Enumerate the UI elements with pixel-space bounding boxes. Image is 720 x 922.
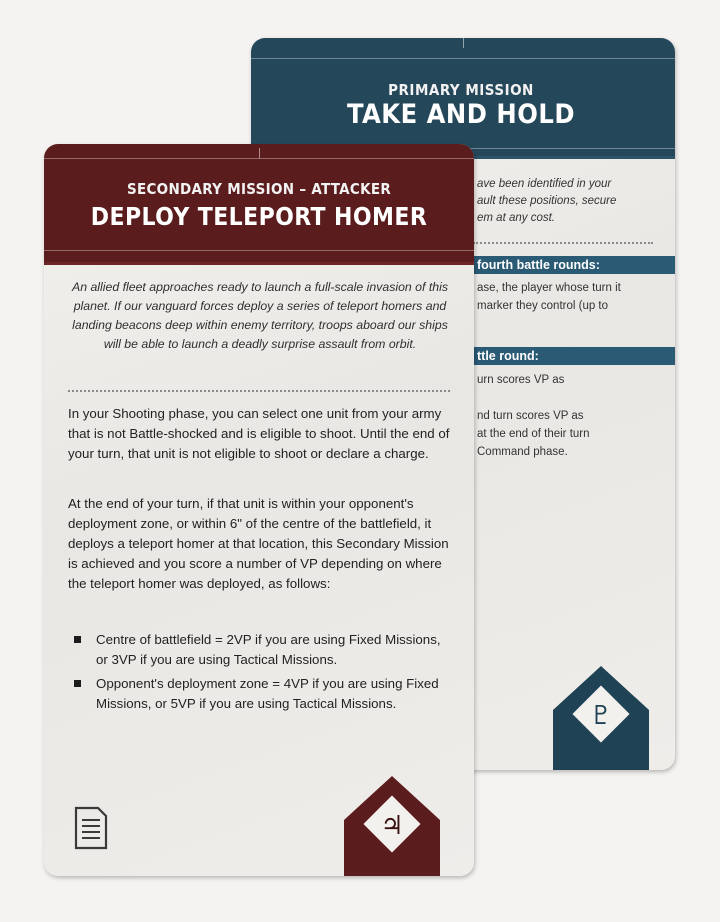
rules-paragraph: At the end of your turn, if that unit is within your opponent's deployment zone, or within 6" of the centre of the battlefield, it deploys a teleport homer at that location, this Secondary Mission is achieved and you score a number of VP depending on where the teleport homer was deployed, as follows:	[68, 496, 449, 591]
list-item	[74, 630, 444, 670]
primary-text-line: ase, the player whose turn it	[477, 282, 621, 294]
document-icon	[72, 806, 108, 850]
dotted-divider	[473, 242, 653, 244]
primary-text-line: marker they control (up to	[477, 300, 609, 312]
header-divider	[44, 158, 474, 159]
header-divider	[251, 58, 675, 59]
primary-mission-badge	[549, 662, 653, 770]
primary-section-bar: ttle round:	[473, 347, 675, 365]
primary-text-line: urn scores VP as	[477, 374, 565, 386]
primary-text-line: Command phase.	[477, 446, 568, 458]
list-item-text: Centre of battlefield = 2VP if you are using Fixed Missions, or 3VP if you are using Tactical Missions.	[96, 632, 441, 667]
rules-paragraph: In your Shooting phase, you can select one unit from your army that is not Battle-shocked and is eligible to shoot. Until the end of your turn, that unit is not eligible to shoot or declare a charge.	[68, 406, 450, 461]
primary-text-line: em at any cost.	[477, 212, 555, 224]
primary-section-bar: fourth battle rounds:	[473, 256, 675, 274]
secondary-card-header: SECONDARY MISSION – ATTACKER DEPLOY TELEPORT HOMER	[44, 144, 474, 265]
primary-text-line: ave been identified in your	[477, 178, 612, 190]
bullet-square-icon	[74, 680, 81, 687]
primary-text-line: at the end of their turn	[477, 428, 590, 440]
dotted-divider	[68, 390, 450, 392]
flavour-text: An allied fleet approaches ready to launch a full-scale invasion of this planet. If our vanguard forces deploy a series of teleport homers and landing beacons deep within enemy territory, troops aboard our ships will be able to launch a deadly surprise assault from orbit.	[72, 280, 448, 351]
secondary-badge-glyph: ♃	[380, 811, 404, 841]
header-divider	[44, 250, 474, 251]
header-tick	[259, 148, 260, 158]
list-item-text: Opponent's deployment zone = 4VP if you are using Fixed Missions, or 5VP if you are using Tactical Missions.	[96, 676, 439, 711]
primary-card-header: PRIMARY MISSION TAKE AND HOLD	[251, 38, 675, 159]
primary-text-line: ault these positions, secure	[477, 195, 617, 207]
primary-badge-glyph: ♇	[589, 701, 613, 731]
secondary-mission-badge	[340, 772, 444, 876]
header-tick	[463, 38, 464, 48]
secondary-mission-card	[44, 144, 474, 876]
primary-text-line: nd turn scores VP as	[477, 410, 584, 422]
bullet-square-icon	[74, 636, 81, 643]
list-item	[74, 674, 444, 714]
